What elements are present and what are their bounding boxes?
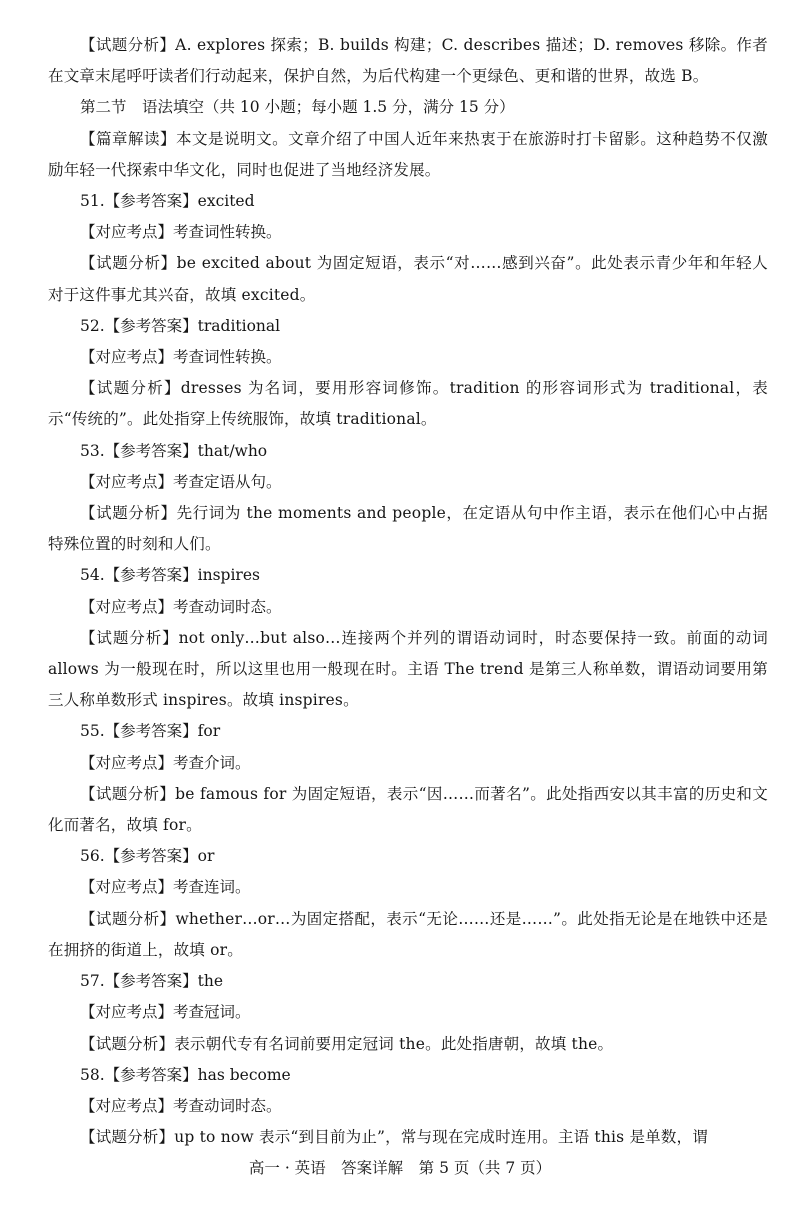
reference-answer: 56.【参考答案】or — [80, 847, 215, 866]
question-analysis: 【试题分析】be excited about 为固定短语，表示“对……感到兴奋”。此处表示青少年和年轻人对于这件事尤其兴奋，故填 excited。 — [48, 254, 768, 304]
question-analysis: 【试题分析】先行词为 the moments and people，在定语从句中作主语，表示在他们心中占据特殊位置的时刻和人们。 — [48, 504, 768, 554]
intro-analysis: 【试题分析】A. explores 探索；B. builds 构建；C. describes 描述；D. removes 移除。作者在文章末尾呼吁读者们行动起来，保护自然，为后代构建一个更绿色、更和谐的世界，故选 B。 — [48, 36, 768, 86]
reference-answer: 53.【参考答案】that/who — [80, 441, 268, 460]
reference-answer: 52.【参考答案】traditional — [80, 316, 281, 335]
answer-item-55 — [48, 716, 768, 841]
passage-reading: 【篇章解读】本文是说明文。文章介绍了中国人近年来热衷于在旅游时打卡留影。这种趋势不仅激励年轻一代探索中华文化，同时也促进了当地经济发展。 — [48, 129, 768, 179]
reference-answer: 55.【参考答案】for — [80, 722, 221, 741]
reference-answer: 54.【参考答案】inspires — [80, 566, 260, 585]
test-point: 【对应考点】考查动词时态。 — [80, 1096, 282, 1115]
test-point: 【对应考点】考查词性转换。 — [80, 223, 282, 242]
answer-item-56 — [48, 841, 768, 966]
reference-answer: 51.【参考答案】excited — [80, 192, 255, 211]
answer-item-51 — [48, 186, 768, 311]
question-analysis: 【试题分析】not only…but also…连接两个并列的谓语动词时，时态要保持一致。前面的动词 allows 为一般现在时，所以这里也用一般现在时。主语 The trend 是第三人称单数，谓语动词要用第三人称单数形式 inspires。故填 inspires。 — [48, 628, 768, 710]
question-analysis: 【试题分析】dresses 为名词，要用形容词修饰。tradition 的形容词形式为 traditional，表示“传统的”。此处指穿上传统服饰，故填 traditional。 — [48, 379, 768, 429]
test-point: 【对应考点】考查冠词。 — [80, 1003, 251, 1022]
test-point: 【对应考点】考查连词。 — [80, 878, 251, 897]
reference-answer: 57.【参考答案】the — [80, 972, 224, 991]
page-content — [48, 30, 768, 1153]
answer-item-58 — [48, 1060, 768, 1154]
answer-item-52 — [48, 311, 768, 436]
section-title: 第二节 语法填空（共 10 小题；每小题 1.5 分，满分 15 分） — [80, 98, 515, 117]
test-point: 【对应考点】考查介词。 — [80, 753, 251, 772]
test-point: 【对应考点】考查动词时态。 — [80, 597, 282, 616]
reference-answer: 58.【参考答案】has become — [80, 1065, 291, 1084]
question-analysis: 【试题分析】表示朝代专有名词前要用定冠词 the。此处指唐朝，故填 the。 — [80, 1034, 614, 1053]
answer-item-53 — [48, 436, 768, 561]
question-analysis: 【试题分析】be famous for 为固定短语，表示“因……而著名”。此处指西安以其丰富的历史和文化而著名，故填 for。 — [48, 784, 768, 835]
answer-item-57 — [48, 966, 768, 1060]
page-footer: 高一 · 英语 答案详解 第 5 页（共 7 页） — [248, 1159, 552, 1177]
answer-item-54 — [48, 560, 768, 716]
test-point: 【对应考点】考查词性转换。 — [80, 348, 282, 367]
question-analysis: 【试题分析】up to now 表示“到目前为止”，常与现在完成时连用。主语 this 是单数，谓 — [80, 1128, 708, 1147]
test-point: 【对应考点】考查定语从句。 — [80, 472, 282, 491]
question-analysis: 【试题分析】whether…or…为固定搭配，表示“无论……还是……”。此处指无论是在地铁中还是在拥挤的街道上，故填 or。 — [48, 909, 768, 959]
